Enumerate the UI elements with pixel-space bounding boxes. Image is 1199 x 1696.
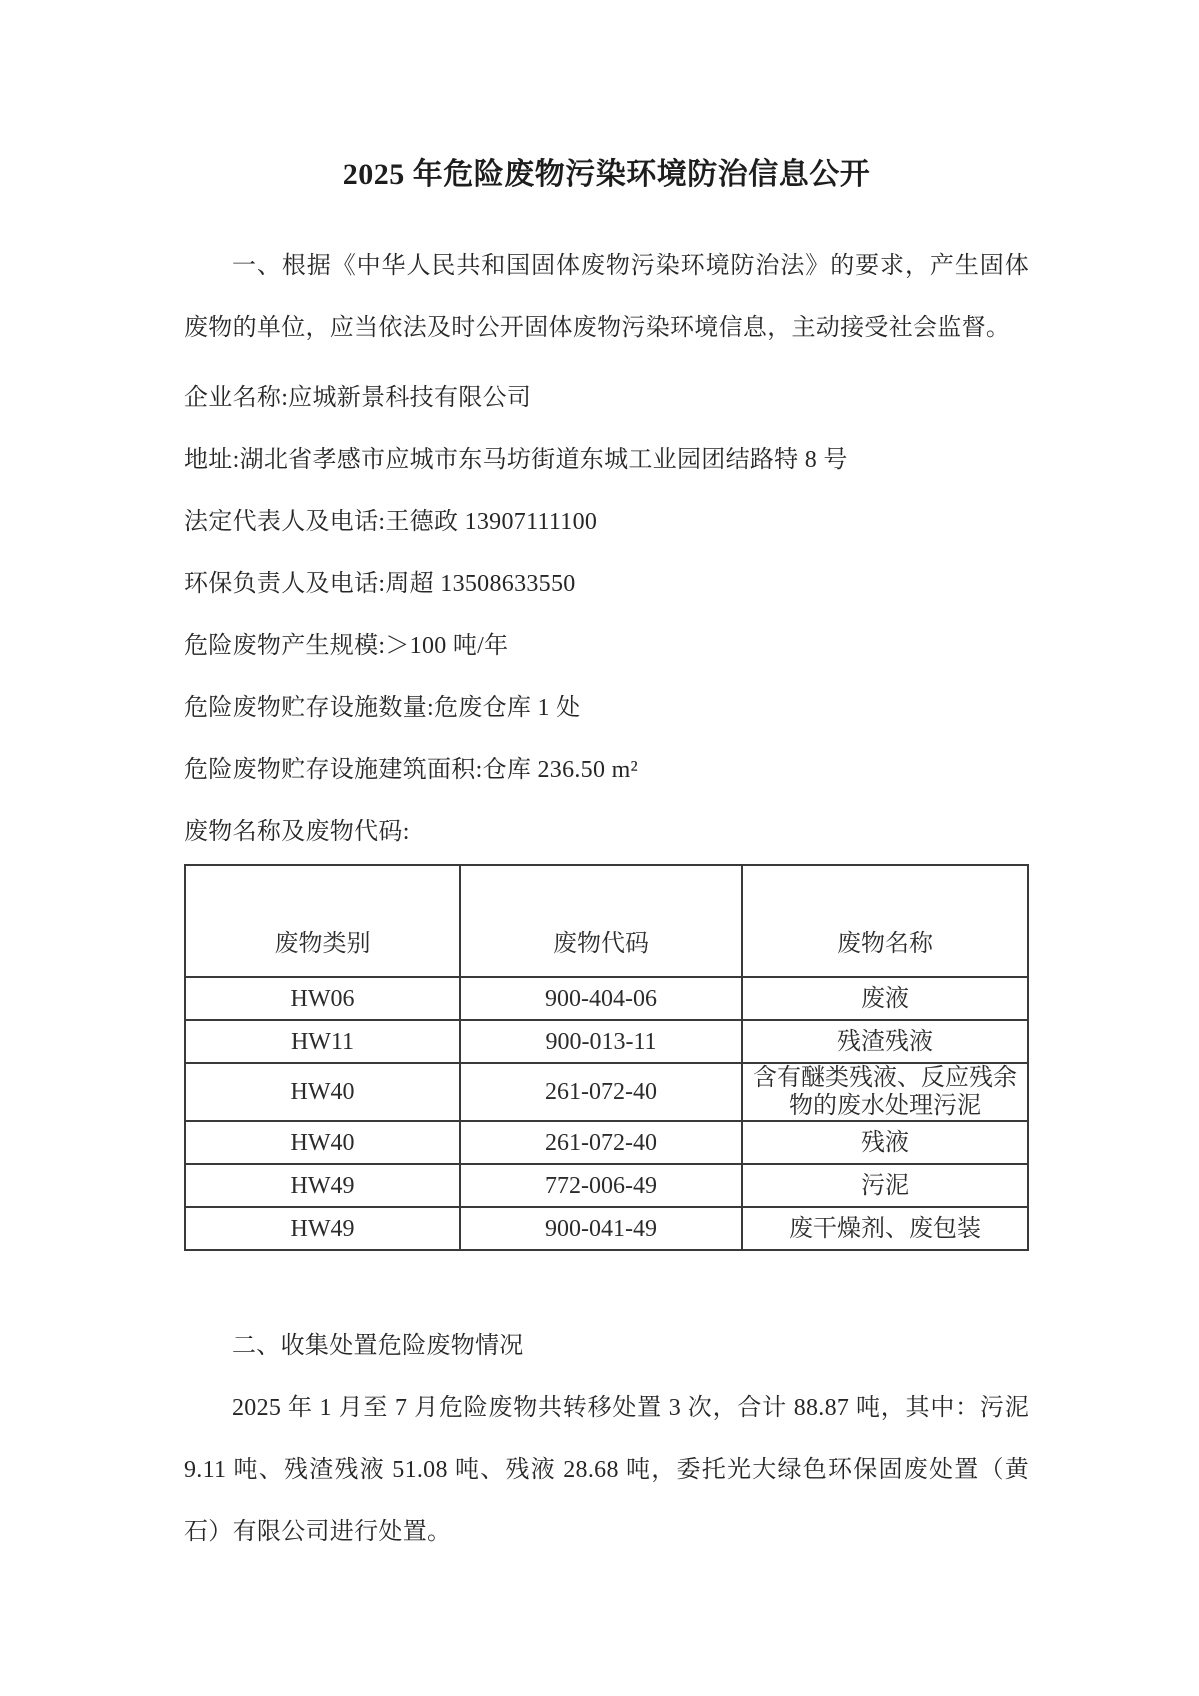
table-cell-name: 废液: [742, 977, 1028, 1020]
table-header-row: [185, 865, 1028, 977]
company-info-block: [184, 367, 1029, 863]
table-cell-category: HW49: [185, 1164, 460, 1207]
table-cell-name: 废干燥剂、废包装: [742, 1207, 1028, 1250]
table-cell-category: HW49: [185, 1207, 460, 1250]
table-row: [185, 1063, 1028, 1121]
table-row: [185, 1207, 1028, 1250]
table-cell-code: 900-013-11: [460, 1020, 742, 1063]
table-cell-name: 污泥: [742, 1164, 1028, 1207]
table-header-waste-name: 废物名称: [742, 865, 1028, 977]
waste-code-table: [184, 864, 1029, 1251]
table-row: [185, 1164, 1028, 1207]
section1-intro-paragraph: 一、根据《中华人民共和国固体废物污染环境防治法》的要求，产生固体废物的单位，应当依法及时公开固体废物污染环境信息，主动接受社会监督。: [184, 253, 1029, 341]
table-row: [185, 1121, 1028, 1164]
waste-table-header: [185, 865, 1028, 977]
table-cell-category: HW06: [185, 977, 460, 1020]
section2-heading: 二、收集处置危险废物情况: [232, 1333, 524, 1359]
info-line-waste-production-scale: 危险废物产生规模:＞100 吨/年: [184, 633, 509, 659]
table-cell-code: 900-404-06: [460, 977, 742, 1020]
table-header-waste-category: 废物类别: [185, 865, 460, 977]
info-line-storage-facility-count: 危险废物贮存设施数量:危废仓库 1 处: [184, 695, 581, 721]
table-cell-name: 残液: [742, 1121, 1028, 1164]
table-cell-code: 772-006-49: [460, 1164, 742, 1207]
table-cell-category: HW40: [185, 1063, 460, 1121]
info-line-address: 地址:湖北省孝感市应城市东马坊街道东城工业园团结路特 8 号: [184, 447, 848, 473]
table-cell-code: 261-072-40: [460, 1063, 742, 1121]
table-row: [185, 1020, 1028, 1063]
info-line-company-name: 企业名称:应城新景科技有限公司: [184, 385, 532, 411]
table-cell-code: 900-041-49: [460, 1207, 742, 1250]
info-line-waste-codes-label: 废物名称及废物代码:: [184, 819, 410, 845]
info-line-environmental-officer-phone: 环保负责人及电话:周超 13508633550: [184, 571, 576, 597]
info-line-legal-representative-phone: 法定代表人及电话:王德政 13907111100: [184, 509, 598, 535]
page-title: 2025 年危险废物污染环境防治信息公开: [342, 158, 871, 191]
table-cell-name: 含有醚类残液、反应残余物的废水处理污泥: [742, 1063, 1028, 1121]
table-cell-name: 残渣残液: [742, 1020, 1028, 1063]
waste-table-body: [185, 977, 1028, 1250]
table-row: [185, 977, 1028, 1020]
info-line-storage-facility-area: 危险废物贮存设施建筑面积:仓库 236.50 m²: [184, 757, 639, 783]
table-cell-category: HW11: [185, 1020, 460, 1063]
table-header-waste-code: 废物代码: [460, 865, 742, 977]
table-cell-code: 261-072-40: [460, 1121, 742, 1164]
section2-paragraph: 2025 年 1 月至 7 月危险废物共转移处置 3 次，合计 88.87 吨，其中：污泥 9.11 吨、残渣残液 51.08 吨、残液 28.68 吨，委托光大绿色环保固废处置（黄石）有限公司进行处置。: [184, 1395, 1029, 1545]
table-cell-category: HW40: [185, 1121, 460, 1164]
